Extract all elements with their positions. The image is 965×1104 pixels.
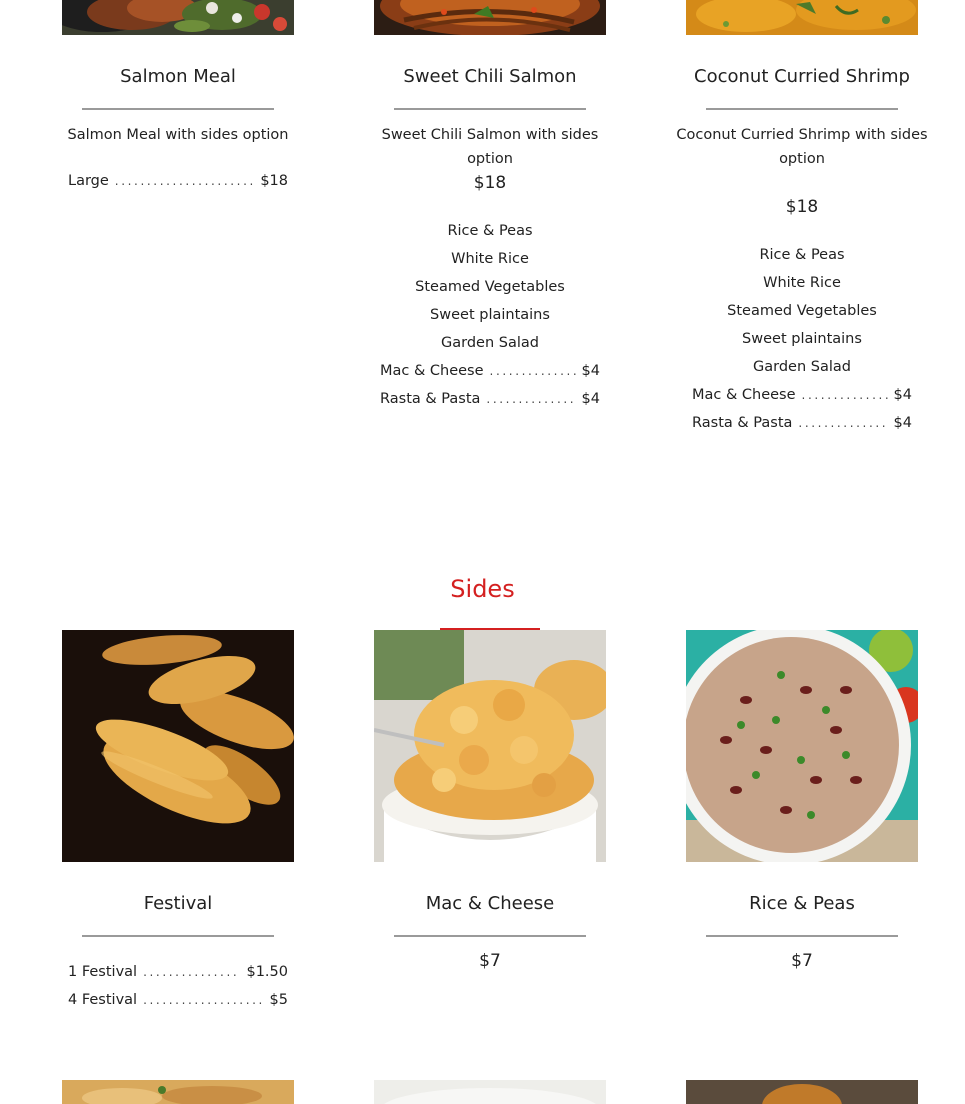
menu-item-price: $18 [473,173,507,193]
side-option: Steamed Vegetables [415,279,565,295]
mac-and-cheese-image[interactable] [374,630,606,862]
side-option: Rice & Peas [447,223,533,239]
addon-label: Mac & Cheese [380,363,484,379]
leader-dots [143,965,240,979]
addon-price: $4 [581,363,600,379]
size-label: 4 Festival [68,992,138,1008]
next-item-image[interactable] [374,1080,606,1104]
divider [394,935,586,937]
sweet-chili-salmon-image[interactable] [374,0,606,35]
size-price: $5 [269,992,288,1008]
leader-dots [798,416,887,430]
side-option: Sweet plaintains [430,307,550,323]
divider [394,108,586,110]
leader-dots [490,364,576,378]
menu-item-description: Salmon Meal with sides option [67,127,289,143]
menu-item-title: Salmon Meal [120,66,236,87]
side-item-title: Festival [143,893,213,914]
rice-and-peas-image[interactable] [686,630,918,862]
side-item-title: Mac & Cheese [425,893,555,914]
side-item-title: Rice & Peas [749,893,855,914]
size-price: $1.50 [246,964,288,980]
side-option: Rice & Peas [759,247,845,263]
section-title-sides: Sides [450,575,515,603]
menu-item-description: Sweet Chili Salmon with sides option [381,127,599,167]
size-price-row [68,964,288,980]
leader-dots [143,993,263,1007]
menu-item-description: Coconut Curried Shrimp with sides option [676,127,928,167]
menu-item-title: Sweet Chili Salmon [403,66,577,87]
side-option: Sweet plaintains [742,331,862,347]
salmon-meal-image[interactable] [62,0,294,35]
next-item-image[interactable] [686,1080,918,1104]
menu-item-price: $18 [785,197,819,217]
addon-row [692,387,912,403]
addon-label: Rasta & Pasta [692,415,793,431]
side-item-price: $7 [479,951,501,971]
addon-row [380,391,600,407]
addon-price: $4 [581,391,600,407]
side-item-price: $7 [791,951,813,971]
next-item-image[interactable] [62,1080,294,1104]
size-price-row [68,173,288,189]
side-option: Garden Salad [753,359,851,375]
side-option: White Rice [763,275,841,291]
divider [82,108,274,110]
festival-image[interactable] [62,630,294,862]
leader-dots [802,388,888,402]
divider [706,108,898,110]
side-option: Garden Salad [441,335,539,351]
addon-label: Mac & Cheese [692,387,796,403]
side-option: Steamed Vegetables [727,303,877,319]
addon-row [692,415,912,431]
menu-item-title: Coconut Curried Shrimp [694,66,910,87]
leader-dots [115,174,255,188]
size-label: 1 Festival [68,964,138,980]
addon-label: Rasta & Pasta [380,391,481,407]
addon-price: $4 [893,415,912,431]
size-price: $18 [260,173,288,189]
size-label: Large [68,173,109,189]
divider [706,935,898,937]
side-option: White Rice [451,251,529,267]
addon-row [380,363,600,379]
divider [82,935,274,937]
size-price-row [68,992,288,1008]
leader-dots [486,392,575,406]
coconut-curried-shrimp-image[interactable] [686,0,918,35]
addon-price: $4 [893,387,912,403]
